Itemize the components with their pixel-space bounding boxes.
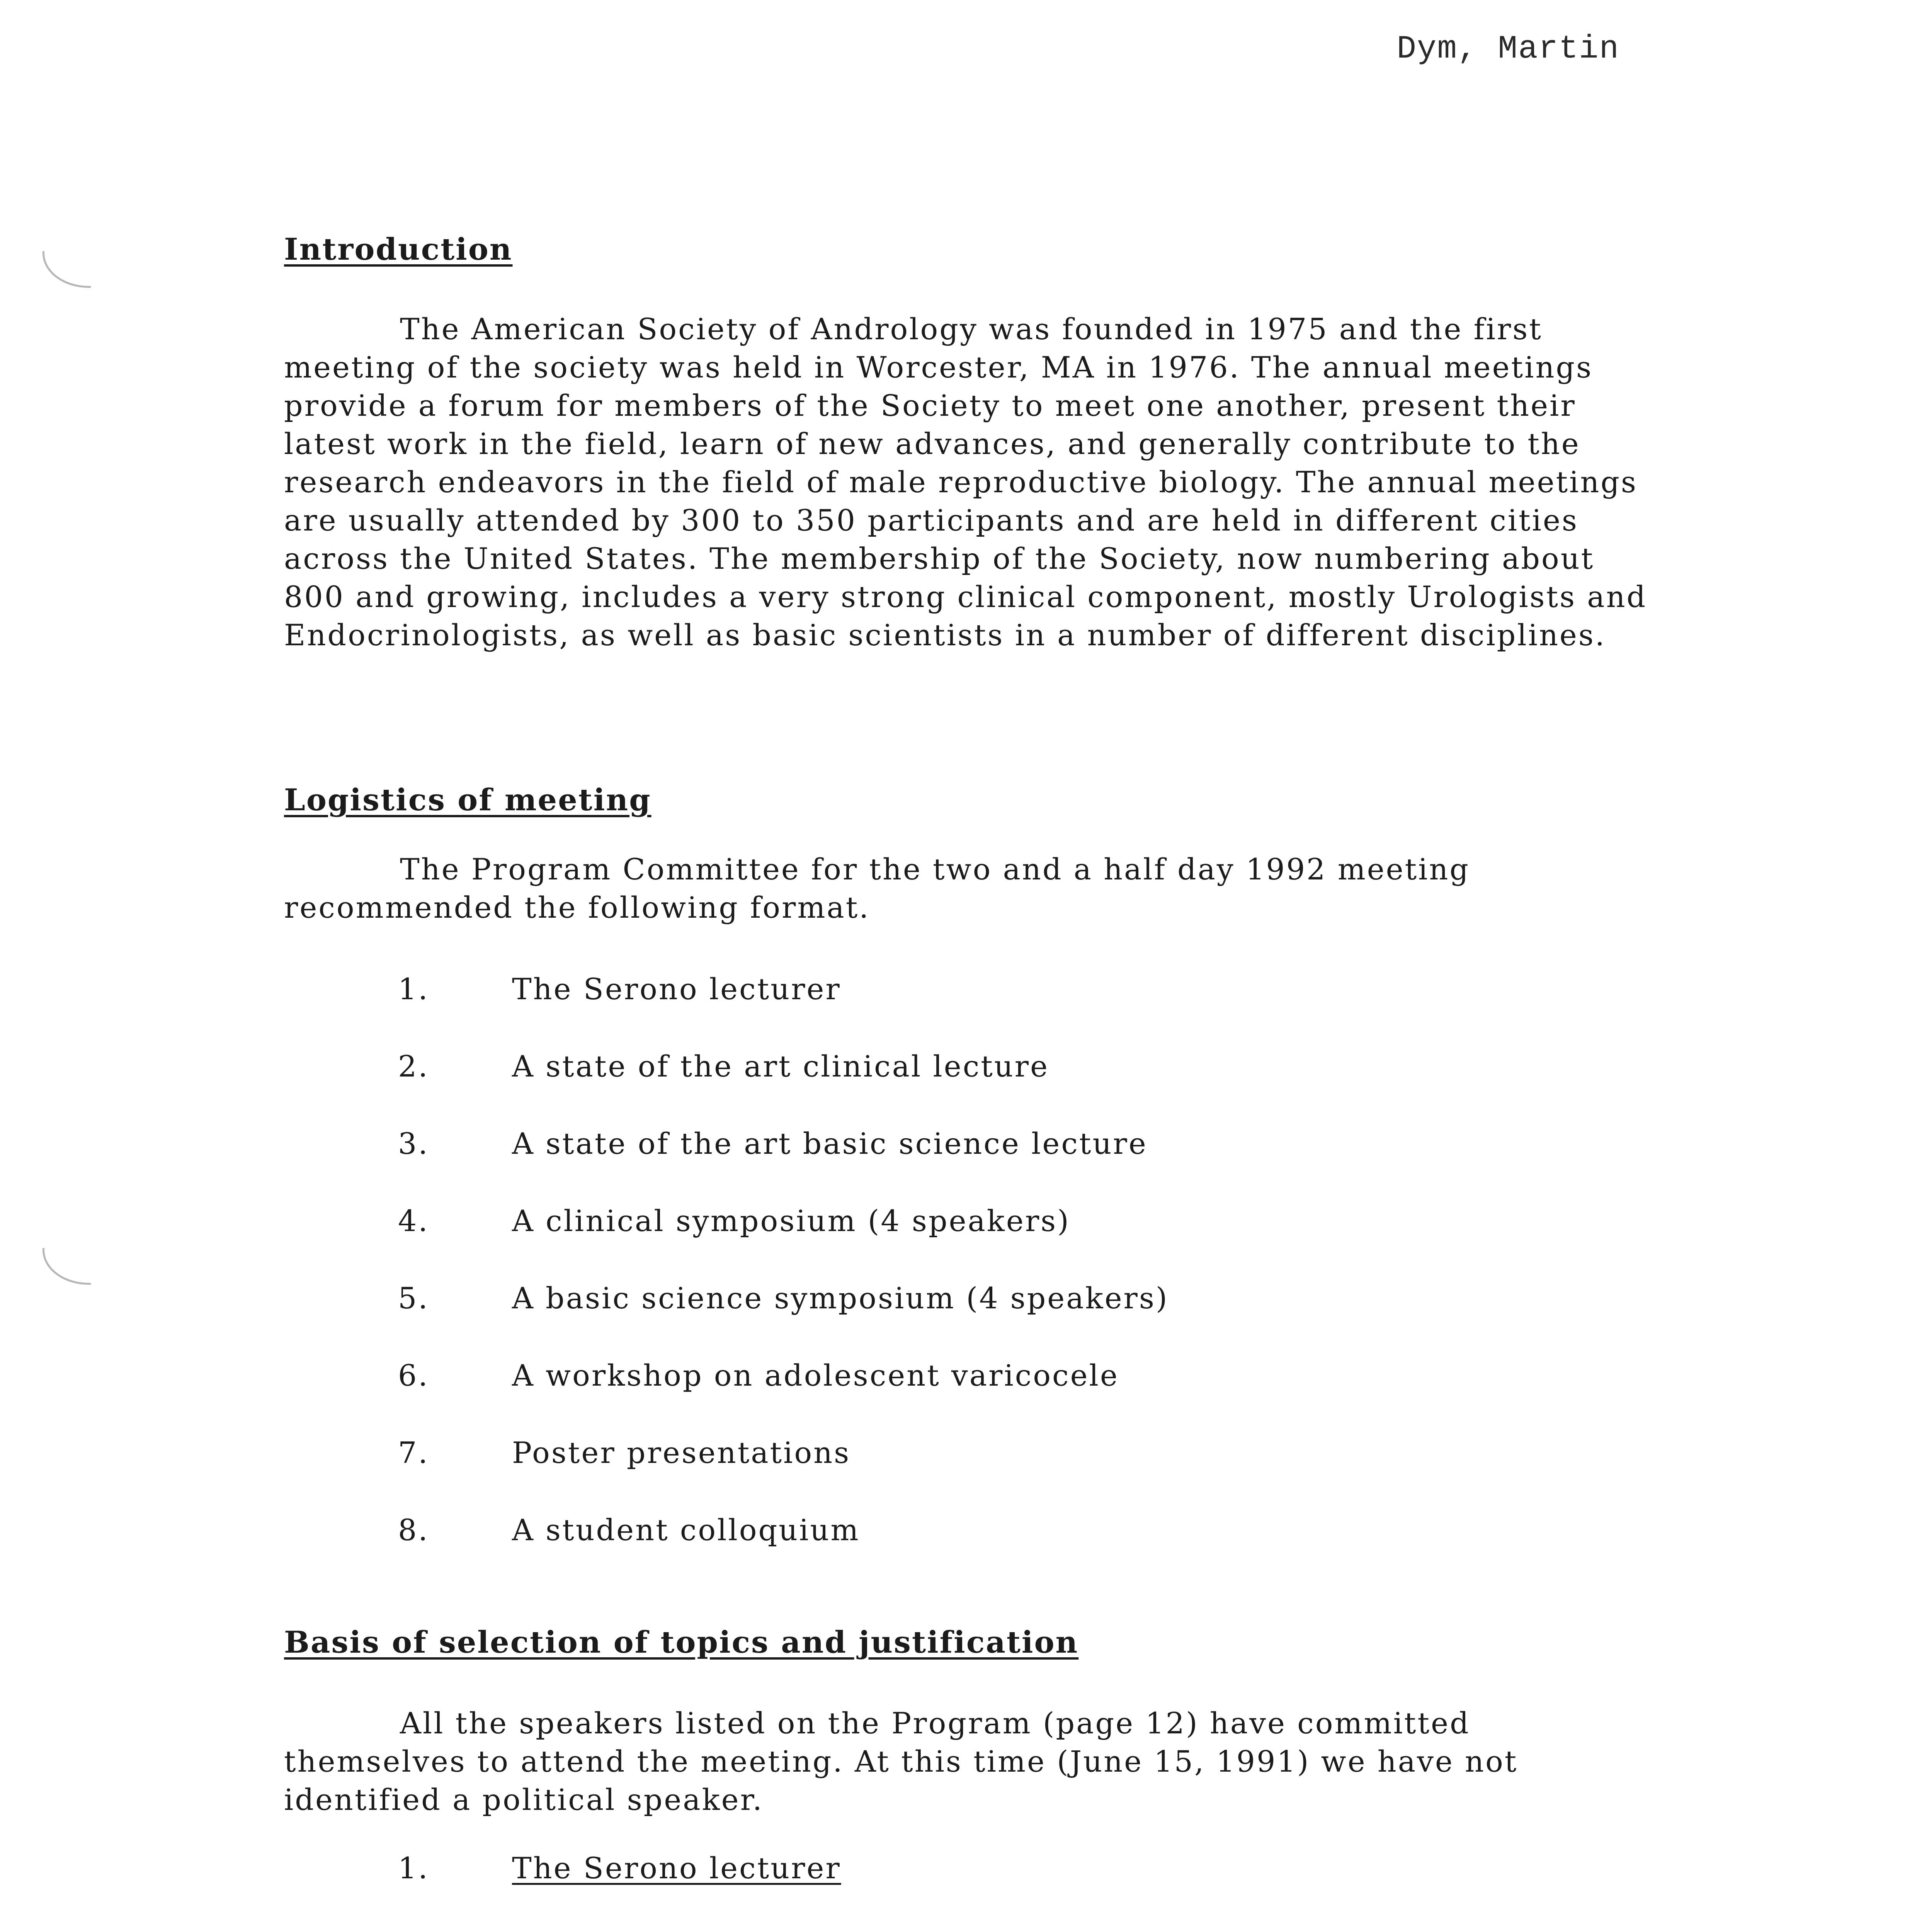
introduction-heading: Introduction xyxy=(284,232,513,267)
introduction-text: The American Society of Andrology was founded in 1975 and the first meeting of the society was held in Worcester, MA in 1976. The annual meetings provide a forum for members of the Society to meet one another, present their latest work in the field, learn of new advances, and generally contribute to the research endeavors in the field of male reproductive biology. The annual meetings are usually attended by 300 to 350 participants and are held in different cities across the United States. The membership of the Society, now numbering about 800 and growing, includes a very strong clinical component, mostly Urologists and Endocrinologists, as well as basic scientists in a number of different disciplines. xyxy=(284,312,1647,652)
list-item xyxy=(398,1121,1169,1198)
list-item-text: A student colloquium xyxy=(512,1513,860,1547)
serono-subheading xyxy=(398,1851,841,1885)
list-item-number: 5. xyxy=(398,1281,429,1315)
list-item xyxy=(398,966,1169,1043)
list-item-text: A basic science symposium (4 speakers) xyxy=(512,1281,1169,1315)
introduction-paragraph xyxy=(284,310,1652,654)
list-item-text: A workshop on adolescent varicocele xyxy=(512,1358,1119,1393)
list-item xyxy=(398,1352,1169,1430)
list-item-number: 7. xyxy=(398,1435,429,1470)
running-head: Dym, Martin xyxy=(1397,31,1619,68)
list-item xyxy=(398,1430,1169,1507)
list-item-number: 2. xyxy=(398,1049,429,1083)
list-item-text: Poster presentations xyxy=(512,1435,851,1470)
list-item-text: A state of the art clinical lecture xyxy=(512,1049,1049,1083)
list-item-number: 4. xyxy=(398,1204,429,1238)
basis-heading: Basis of selection of topics and justification xyxy=(284,1625,1079,1660)
subheading-title: The Serono lecturer xyxy=(512,1851,841,1885)
list-item-number: 1. xyxy=(398,972,429,1006)
list-item-text: The Serono lecturer xyxy=(512,972,841,1006)
logistics-heading: Logistics of meeting xyxy=(284,782,651,818)
list-item-number: 6. xyxy=(398,1358,429,1393)
list-item xyxy=(398,1198,1169,1275)
basis-text: All the speakers listed on the Program (page 12) have committed themselves to attend the meeting. At this time (June 15, 1991) we have not identified a political speaker. xyxy=(284,1706,1518,1817)
logistics-text: The Program Committee for the two and a half day 1992 meeting recommended the following format. xyxy=(284,852,1470,925)
binder-hole-shadow xyxy=(43,1248,91,1285)
list-item-text: A clinical symposium (4 speakers) xyxy=(512,1204,1070,1238)
binder-hole-shadow xyxy=(43,251,91,288)
meeting-format-list xyxy=(398,966,1169,1584)
list-item xyxy=(398,1275,1169,1352)
list-item-text: A state of the art basic science lecture xyxy=(512,1126,1148,1161)
logistics-paragraph xyxy=(284,850,1652,927)
list-item-number: 8. xyxy=(398,1513,429,1547)
subheading-number: 1. xyxy=(398,1851,429,1885)
basis-paragraph xyxy=(284,1704,1652,1819)
list-item xyxy=(398,1043,1169,1121)
list-item-number: 3. xyxy=(398,1126,429,1161)
list-item xyxy=(398,1507,1169,1584)
